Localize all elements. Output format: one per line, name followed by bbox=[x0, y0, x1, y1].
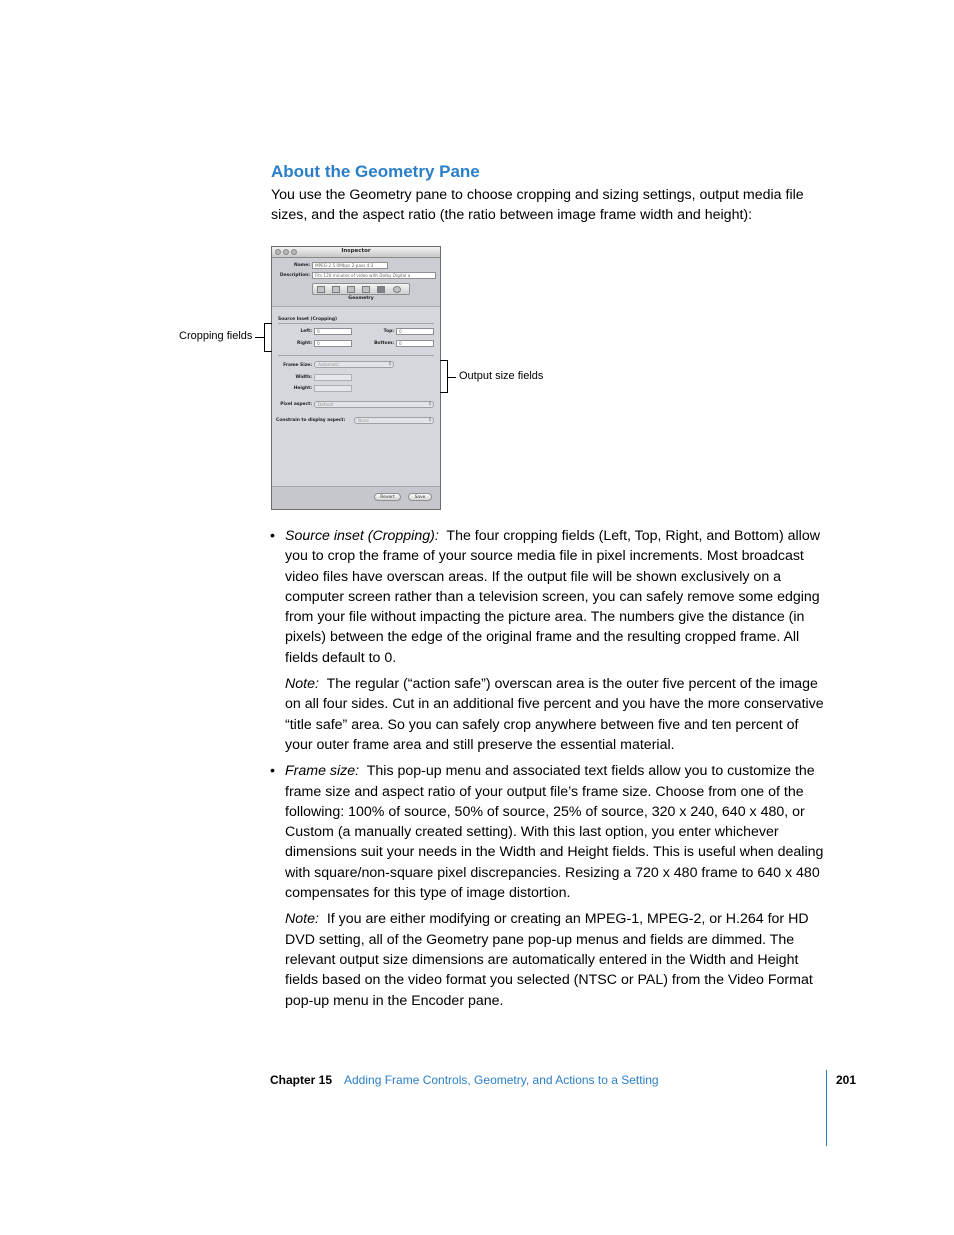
list-item bbox=[270, 526, 826, 755]
bottom-crop-field[interactable]: 0 bbox=[396, 340, 434, 347]
window-title: Inspector bbox=[341, 248, 371, 254]
bullet-paragraph bbox=[285, 526, 826, 668]
name-field[interactable]: MPEG-2 5.0Mbps 2-pass 4:3 bbox=[312, 262, 388, 269]
top-crop-field[interactable]: 0 bbox=[396, 328, 434, 335]
revert-button[interactable]: Revert bbox=[374, 493, 401, 501]
description-field[interactable]: Fits 120 minutes of video with Dolby Digital a bbox=[312, 272, 436, 279]
right-label: Right: bbox=[296, 341, 312, 346]
output-size-fields-bracket bbox=[440, 360, 448, 393]
footer-chapter: Chapter 15 bbox=[270, 1073, 333, 1087]
left-crop-field[interactable]: 0 bbox=[314, 328, 352, 335]
list-item bbox=[270, 761, 826, 1011]
window-titlebar bbox=[272, 247, 440, 258]
footer-divider bbox=[826, 1070, 827, 1146]
frame-size-popup[interactable]: Automatic ↕ bbox=[314, 361, 394, 368]
page-number: 201 bbox=[836, 1073, 857, 1087]
bullet-paragraph bbox=[285, 761, 826, 903]
inspector-window-screenshot bbox=[271, 246, 441, 510]
right-crop-field[interactable]: 0 bbox=[314, 340, 352, 347]
source-inset-heading: Source Inset (Cropping) bbox=[278, 317, 338, 322]
bullet-text: This pop-up menu and associated text fields allow you to customize the frame size and aspect ratio of your output file’s frame size. Choose from one of the following: 100% of source, 50% of source, 25% of source, 320 x 240, 640 x 480, or Custom (a manually created setting). With this last option, you enter whichever dimensions suit your needs in the Width and Height fields. This is useful when dealing with square/non-square pixel discrepancies. Resizing a 720 x 480 frame to 640 x 480 compensates for this type of image distortion. bbox=[285, 763, 824, 902]
bottom-label: Bottom: bbox=[374, 341, 394, 346]
save-button[interactable]: Save bbox=[408, 493, 432, 501]
constrain-aspect-popup[interactable]: None ↕ bbox=[354, 417, 434, 424]
summary-tab-icon[interactable] bbox=[317, 286, 325, 293]
left-label: Left: bbox=[300, 329, 312, 334]
section-divider bbox=[278, 355, 434, 356]
note-text: The regular (“action safe”) overscan area is the outer five percent of the image on all four sides. Cut in an additional five percent and you have the more conservative “title safe” area. So you can safely crop anywhere between five and ten percent of your outer frame area and still preserve the essential material. bbox=[285, 676, 824, 753]
footer-chapter-title: Adding Frame Controls, Geometry, and Actions to a Setting bbox=[344, 1073, 659, 1087]
height-field[interactable] bbox=[314, 385, 352, 392]
callout-cropping-fields: Cropping fields bbox=[179, 330, 253, 342]
frame-controls-tab-icon[interactable] bbox=[347, 286, 355, 293]
note-label: Note: bbox=[285, 676, 319, 693]
section-divider bbox=[278, 323, 434, 324]
encoder-tab-icon[interactable] bbox=[332, 286, 340, 293]
filters-tab-icon[interactable] bbox=[362, 286, 370, 293]
active-tab-label: Geometry bbox=[348, 296, 374, 301]
width-label: Width: bbox=[295, 375, 312, 380]
note-label: Note: bbox=[285, 911, 319, 928]
description-bullets bbox=[270, 526, 826, 1017]
top-label: Top: bbox=[383, 329, 394, 334]
bullet-term: Frame size: bbox=[285, 763, 360, 780]
frame-size-label: Frame Size: bbox=[283, 363, 312, 368]
pixel-aspect-popup[interactable]: Default ↕ bbox=[314, 401, 434, 408]
intro-paragraph: You use the Geometry pane to choose cropping and sizing settings, output media file sizes, and the aspect ratio (the ratio between image frame width and height): bbox=[271, 187, 804, 223]
pane-toolbar bbox=[312, 283, 410, 295]
constrain-label: Constrain to display aspect: bbox=[276, 418, 346, 423]
name-label: Name: bbox=[294, 263, 310, 268]
width-field[interactable] bbox=[314, 374, 352, 381]
note-paragraph bbox=[285, 674, 826, 755]
description-label: Description: bbox=[279, 273, 310, 278]
callout-leader-line bbox=[255, 337, 264, 338]
cropping-fields-bracket bbox=[264, 323, 272, 352]
bullet-text: The four cropping fields (Left, Top, Right, and Bottom) allow you to crop the frame of your source media file in pixel increments. Most broadcast video files have overscan areas. If the output file will be shown exclusively on a computer screen rather than a television screen, you can safely remove some edging from your file without impacting the picture area. The numbers give the distance (in pixels) between the edge of the original frame and the resulting cropped frame. All fields default to 0. bbox=[285, 528, 820, 666]
callout-leader-line bbox=[448, 377, 456, 378]
actions-tab-icon[interactable] bbox=[393, 286, 401, 293]
note-text: If you are either modifying or creating an MPEG-1, MPEG-2, or H.264 for HD DVD setting, all of the Geometry pane pop-up menus and fields are dimmed. The relevant output size dimensions are automatically entered in the Width and Height fields based on the video format you selected (NTSC or PAL) from the Video Format pop-up menu in the Encoder pane. bbox=[285, 911, 813, 1009]
pixel-aspect-label: Pixel aspect: bbox=[280, 402, 312, 407]
section-heading: About the Geometry Pane bbox=[271, 162, 480, 181]
window-button-bar bbox=[272, 486, 440, 510]
note-paragraph bbox=[285, 909, 826, 1010]
geometry-tab-icon[interactable] bbox=[377, 286, 385, 293]
callout-output-size-fields: Output size fields bbox=[459, 370, 544, 382]
bullet-term: Source inset (Cropping): bbox=[285, 528, 439, 544]
height-label: Height: bbox=[293, 386, 312, 391]
